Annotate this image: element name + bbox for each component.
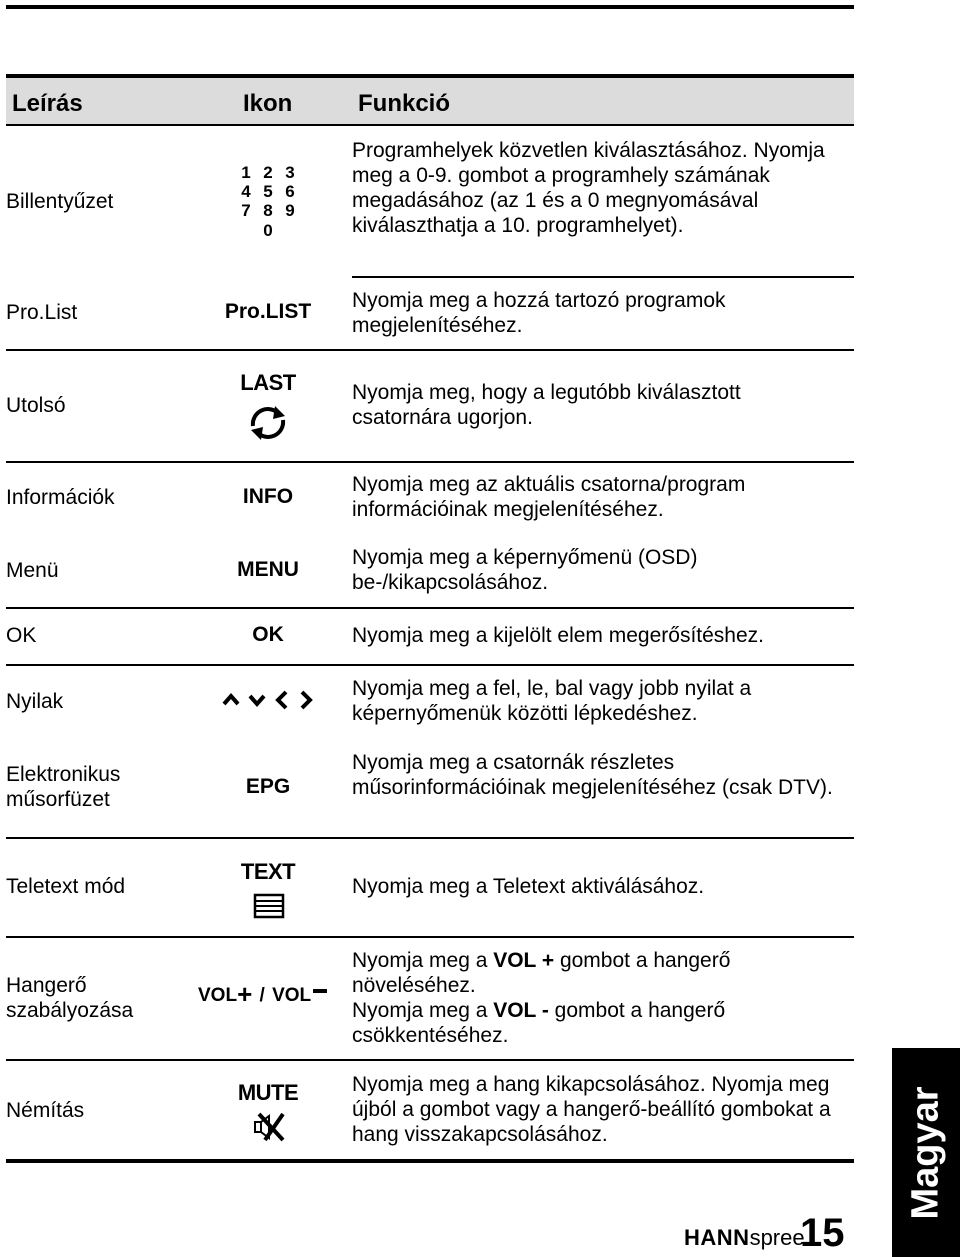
- row-function: Nyomja meg az aktuális csatorna/program információinak megjelenítéséhez.: [352, 473, 746, 521]
- arrow-right-icon: [302, 692, 310, 708]
- row-function: Nyomja meg, hogy a legutóbb kiválasztott csatornára ugorjon.: [352, 381, 741, 429]
- row-description: Pro.List: [6, 301, 78, 324]
- volume-icons: [198, 979, 348, 1009]
- row-function: Nyomja meg a hang kikapcsolásához. Nyomja meg újból a gombot vagy a hangerő-beállító gombokat a hang visszakapcsolásához.: [352, 1073, 831, 1146]
- vol-minus-label: VOL: [272, 985, 312, 1006]
- language-tab-label: Magyar: [904, 1085, 947, 1220]
- language-tab: [892, 1048, 960, 1257]
- svg-text:0: 0: [263, 221, 273, 240]
- arrow-keys-icon: [218, 688, 320, 717]
- mute-speaker-icon: [251, 1110, 287, 1149]
- header-icon: Ikon: [243, 90, 293, 117]
- vol-separator: /: [259, 985, 265, 1006]
- svg-text:8: 8: [263, 201, 273, 220]
- svg-text:5: 5: [263, 182, 273, 201]
- last-icon-label: LAST: [240, 370, 296, 395]
- bottom-rule: [6, 1159, 854, 1163]
- row-function: Nyomja meg a fel, le, bal vagy jobb nyilat a képernyőmenük közötti lépkedéshez.: [352, 677, 752, 725]
- epg-icon: EPG: [245, 775, 291, 798]
- svg-text:2: 2: [263, 163, 273, 182]
- pro-list-icon: Pro.LIST: [224, 300, 312, 323]
- info-icon: INFO: [242, 485, 294, 508]
- ok-icon: OK: [252, 623, 284, 646]
- row-divider: [6, 936, 854, 938]
- page-number: 15: [800, 1211, 845, 1255]
- svg-text:4: 4: [241, 182, 251, 201]
- row-divider: [6, 461, 854, 463]
- vol-plus-label: VOL: [198, 985, 238, 1006]
- svg-text:7: 7: [241, 201, 251, 220]
- number-keypad-icon: [236, 162, 300, 244]
- vol-minus-instruction: Nyomja meg a VOL - gombot a hangerő csökkentéséhez.: [352, 999, 726, 1047]
- svg-text:1: 1: [241, 163, 251, 182]
- row-description: OK: [6, 624, 37, 647]
- row-divider: [6, 664, 854, 666]
- header-description: Leírás: [12, 90, 83, 117]
- row-function: Nyomja meg a kijelölt elem megerősítéshez.: [352, 624, 765, 647]
- row-description: Billentyűzet: [6, 190, 114, 213]
- row-function: Nyomja meg a csatornák részletes műsorinformációinak megjelenítéséhez (csak DTV).: [352, 751, 833, 799]
- row-description: Nyilak: [6, 690, 64, 713]
- row-description: Információk: [6, 486, 115, 509]
- text-icon-label: TEXT: [240, 859, 296, 884]
- row-description: Teletext mód: [6, 875, 126, 898]
- row-function: [352, 948, 842, 1048]
- vol-plus-instruction: Nyomja meg a VOL + gombot a hangerő növeléséhez.: [352, 949, 731, 997]
- row-divider: [352, 276, 854, 278]
- row-divider: [6, 837, 854, 839]
- plus-icon: +: [237, 979, 253, 1009]
- svg-text:9: 9: [285, 201, 295, 220]
- top-rule: [6, 5, 854, 9]
- header-function: Funkció: [358, 90, 451, 117]
- brand-logo: HANNspree: [684, 1225, 805, 1250]
- mute-icon-label: MUTE: [237, 1080, 299, 1105]
- row-divider: [6, 1059, 854, 1061]
- row-description: Menü: [6, 559, 59, 582]
- table-header: [6, 74, 854, 126]
- row-description: Némítás: [6, 1099, 85, 1122]
- arrow-left-icon: [278, 692, 286, 708]
- row-description: Hangerő szabályozása: [6, 974, 134, 1022]
- menu-icon: MENU: [237, 558, 299, 581]
- row-description: Utolsó: [6, 394, 66, 417]
- row-divider: [6, 607, 854, 609]
- row-function: Programhelyek közvetlen kiválasztásához. Nyomja meg a 0-9. gombot a programhely számának megadásához (az 1 és a 0 megnyomásával kiválaszthatja a 10. programhelyet).: [352, 139, 825, 237]
- row-function: Nyomja meg a képernyőmenü (OSD) be-/kikapcsolásához.: [352, 546, 698, 594]
- svg-text:6: 6: [285, 182, 295, 201]
- svg-text:3: 3: [285, 163, 295, 182]
- recall-arrows-icon: [245, 402, 291, 449]
- row-divider: [6, 349, 854, 351]
- arrow-down-icon: [250, 696, 264, 704]
- row-description: Elektronikus műsorfüzet: [6, 763, 121, 811]
- teletext-icon: [253, 893, 285, 924]
- row-function: Nyomja meg a hozzá tartozó programok megjelenítéséhez.: [352, 289, 726, 337]
- minus-icon: [313, 989, 327, 993]
- row-function: Nyomja meg a Teletext aktiválásához.: [352, 875, 705, 898]
- arrow-up-icon: [224, 696, 238, 704]
